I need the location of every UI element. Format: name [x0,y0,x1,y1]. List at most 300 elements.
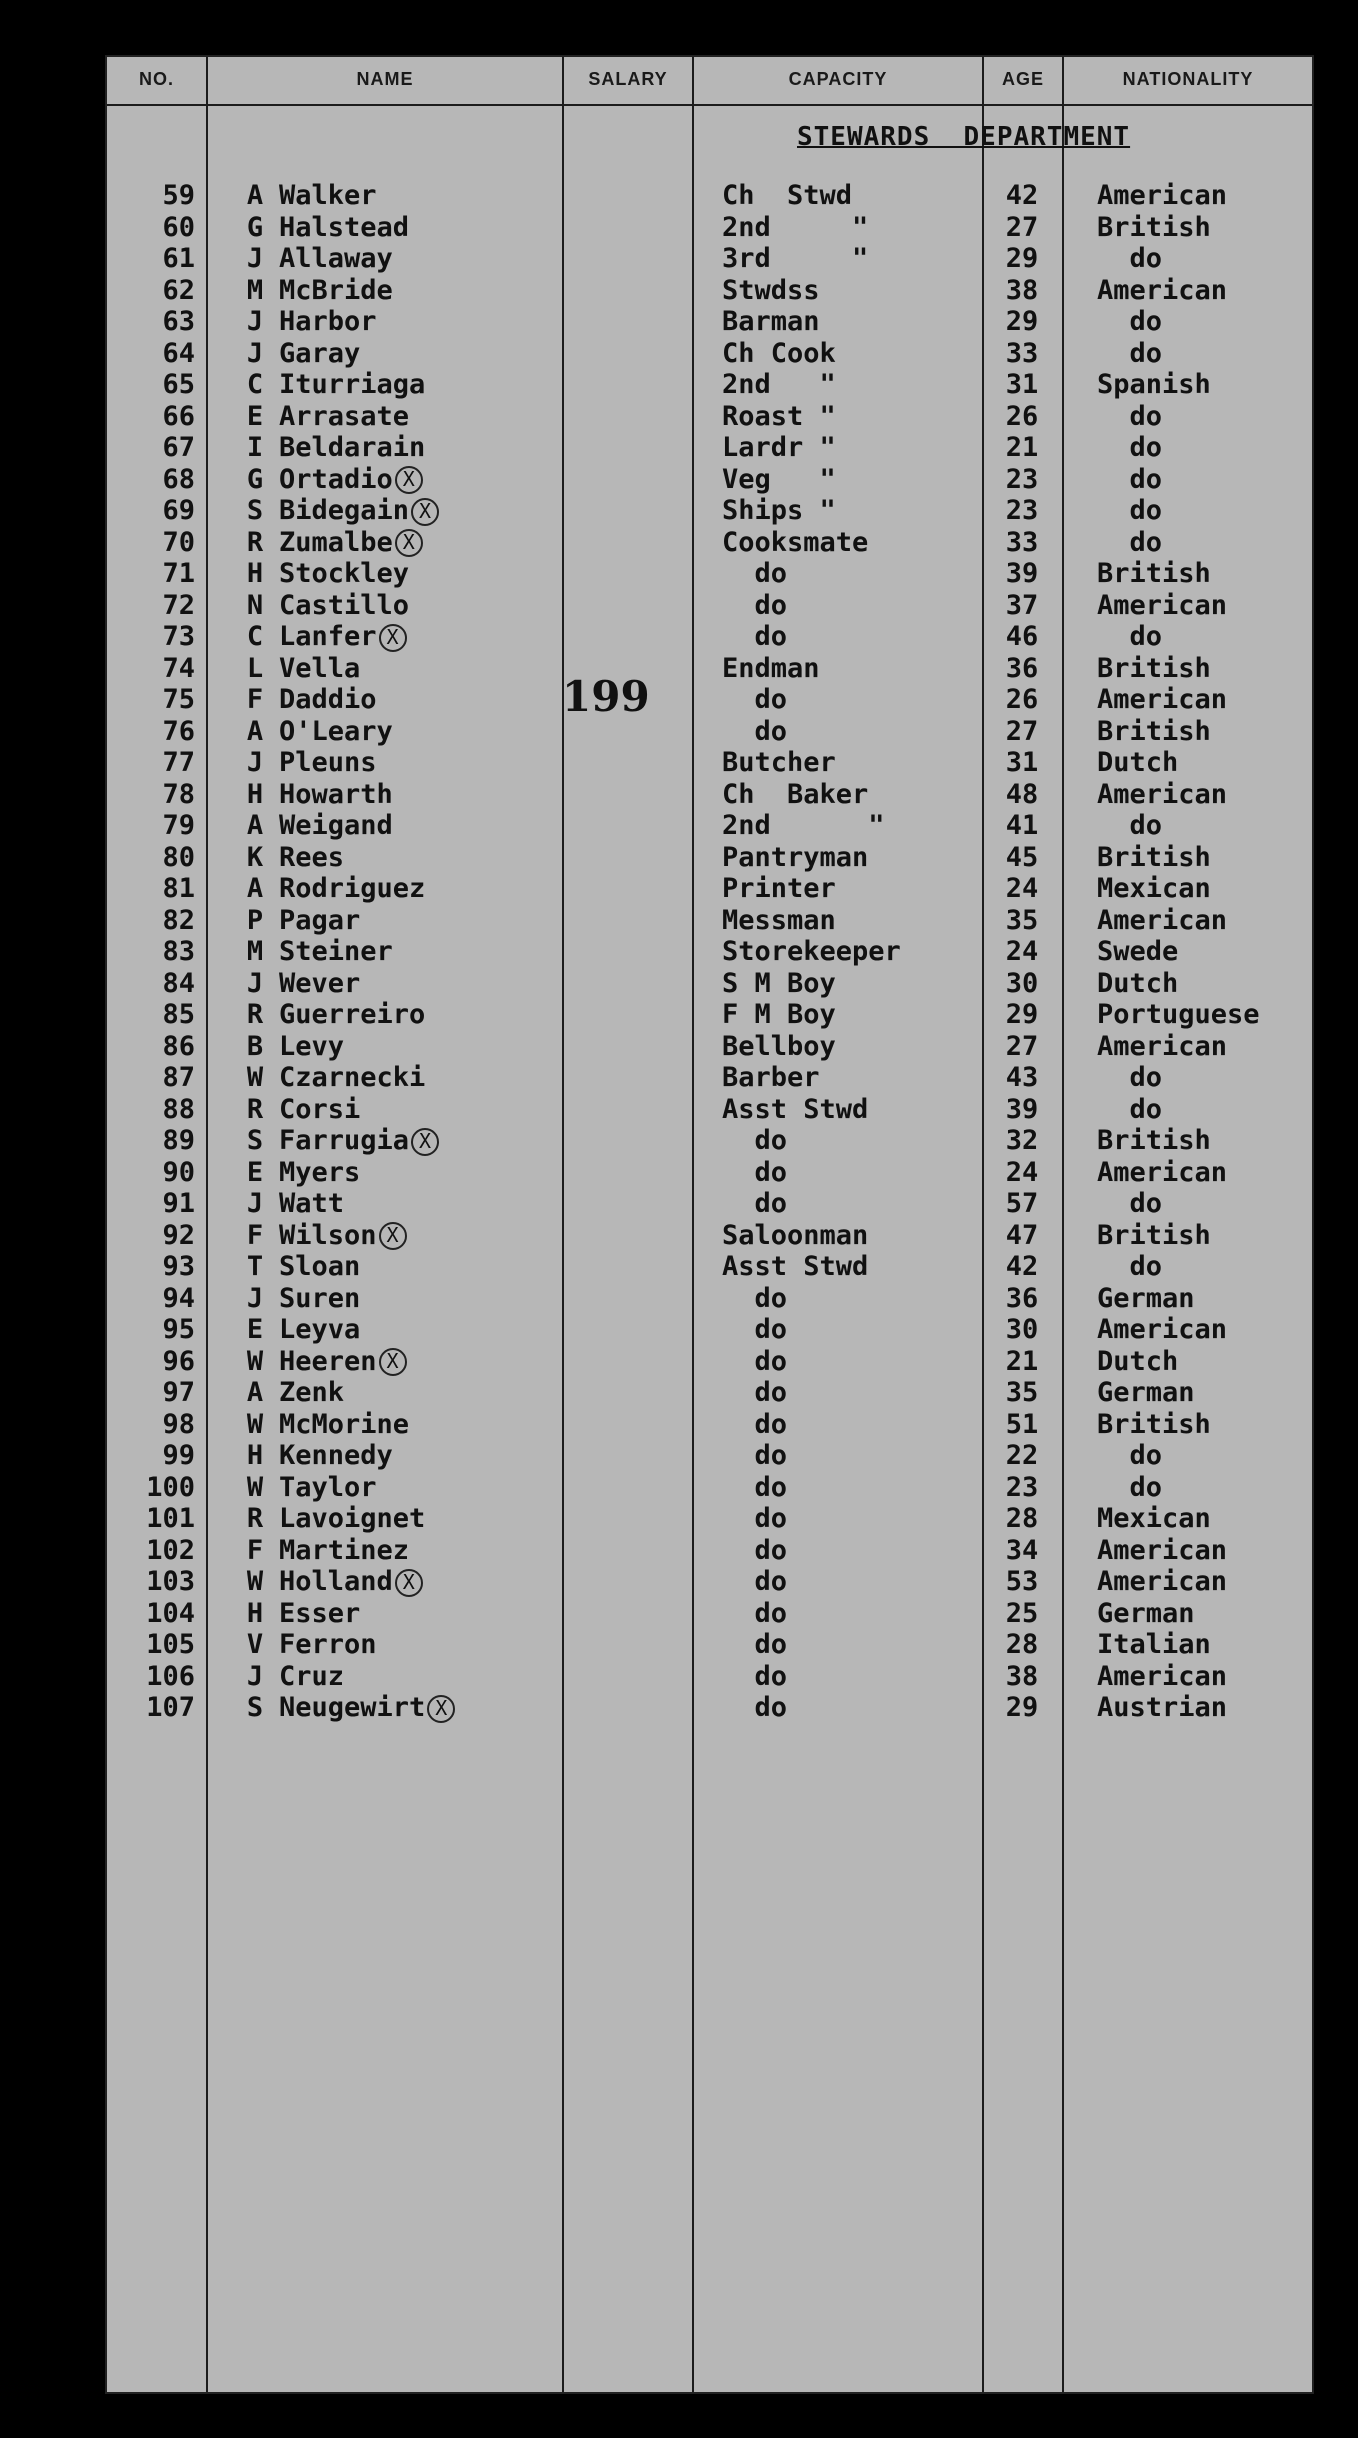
row-number: 87 [162,1062,195,1093]
row-initial: M [246,936,264,967]
row-nationality: do [1097,1471,1163,1503]
row-age: 22 [1005,1440,1039,1471]
header-no: NO. [138,69,174,89]
department-title-text: STEWARDS DEPARTMENT [797,122,1131,152]
row-initial: H [246,1597,264,1629]
row-age: 38 [1005,274,1039,306]
row-number: 62 [162,274,195,306]
row-age: 38 [1005,1660,1039,1692]
row-number: 101 [146,1503,195,1534]
row-age: 31 [1005,369,1039,400]
table-row [107,1251,1312,1283]
row-surname: Ferron [279,1629,377,1660]
row-surname: Leyva [279,1314,361,1345]
row-initial: L [246,652,264,684]
row-number: 70 [162,526,195,558]
row-capacity: Lardr " [722,432,836,463]
row-surname-wrapper [279,464,423,496]
row-number: 106 [146,1660,195,1692]
row-surname: Kennedy [279,1440,393,1471]
table-row [107,1409,1312,1441]
row-capacity: do [722,1188,788,1219]
table-row [107,180,1312,212]
row-surname: Iturriaga [279,369,426,400]
table-row [107,716,1312,748]
row-nationality: American [1097,1030,1228,1062]
row-initial: M [246,274,264,306]
row-surname: Bidegain [279,495,410,526]
circled-x-mark-icon: X [395,1569,423,1597]
row-surname: Steiner [279,936,393,967]
row-age: 26 [1005,684,1039,715]
row-nationality: do [1097,495,1163,526]
row-surname: Daddio [279,684,377,715]
table-row [107,527,1312,559]
row-nationality: American [1097,1660,1228,1692]
row-number: 96 [162,1345,195,1377]
row-age: 42 [1005,180,1039,211]
row-capacity: Storekeeper [722,936,901,967]
row-nationality: German [1097,1282,1195,1314]
row-initial: J [246,306,264,337]
header-age: AGE [1001,69,1044,89]
row-age: 51 [1005,1408,1039,1440]
row-nationality: Italian [1097,1629,1211,1660]
row-initial: A [246,810,264,841]
row-nationality: American [1097,778,1228,810]
row-surname: Garay [279,337,361,369]
row-capacity: do [722,1597,788,1629]
row-age: 39 [1005,558,1039,589]
row-capacity: Butcher [722,747,836,778]
table-row [107,243,1312,275]
header-name: NAME [356,69,414,89]
row-capacity: do [722,1156,788,1188]
row-nationality: American [1097,1156,1228,1188]
row-nationality: do [1097,1188,1163,1219]
row-nationality: American [1097,684,1228,715]
row-nationality: British [1097,211,1211,243]
manifest-page [105,55,1314,2394]
row-surname: Weigand [279,810,393,841]
row-age: 57 [1005,1188,1039,1219]
row-capacity: Printer [722,873,836,904]
row-age: 29 [1005,1692,1039,1723]
row-surname: Watt [279,1188,345,1219]
row-number: 94 [162,1282,195,1314]
row-surname-wrapper [279,1346,407,1378]
row-initial: G [246,211,264,243]
circled-x-mark-icon: X [395,529,423,557]
row-initial: E [246,1314,264,1345]
row-number: 98 [162,1408,195,1440]
row-surname: Levy [279,1030,345,1062]
row-nationality: do [1097,243,1163,274]
table-row [107,1503,1312,1535]
row-number: 107 [146,1692,195,1723]
row-nationality: do [1097,810,1163,841]
row-age: 39 [1005,1093,1039,1125]
table-row [107,495,1312,527]
row-initial: B [246,1030,264,1062]
row-age: 27 [1005,1030,1039,1062]
row-capacity: 2nd " [722,810,885,841]
row-surname: Wever [279,967,361,999]
row-number: 82 [162,904,195,936]
row-capacity: do [722,1566,788,1597]
header-capacity: CAPACITY [788,69,888,89]
row-nationality: do [1097,1062,1163,1093]
row-nationality: British [1097,558,1211,589]
table-row [107,1031,1312,1063]
row-surname: Vella [279,652,361,684]
row-number: 93 [162,1251,195,1282]
row-surname: Allaway [279,243,393,274]
row-initial: A [246,873,264,904]
row-initial: R [246,1503,264,1534]
row-age: 42 [1005,1251,1039,1282]
row-initial: F [246,684,264,715]
row-number: 89 [162,1125,195,1156]
circled-x-mark-icon: X [395,466,423,494]
row-surname: Holland [279,1566,393,1597]
row-initial: S [246,1125,264,1156]
row-nationality: do [1097,400,1163,432]
row-nationality: Dutch [1097,747,1179,778]
row-capacity: Cooksmate [722,526,869,558]
table-row [107,1188,1312,1220]
row-initial: K [246,841,264,873]
row-age: 23 [1005,1471,1039,1503]
row-surname: Esser [279,1597,361,1629]
row-nationality: do [1097,432,1163,463]
row-age: 21 [1005,432,1039,463]
row-capacity: Asst Stwd [722,1093,869,1125]
table-row [107,338,1312,370]
table-row [107,1283,1312,1315]
header-salary: SALARY [588,69,668,89]
circled-x-mark-icon: X [379,1348,407,1376]
row-surname-wrapper [279,1125,439,1157]
table-row [107,1125,1312,1157]
row-initial: A [246,1377,264,1408]
row-number: 67 [162,432,195,463]
row-age: 29 [1005,306,1039,337]
row-nationality: American [1097,180,1228,211]
row-initial: H [246,1440,264,1471]
row-nationality: Dutch [1097,967,1179,999]
row-capacity: do [722,1440,788,1471]
row-initial: A [246,715,264,747]
row-age: 30 [1005,1314,1039,1345]
row-initial: J [246,967,264,999]
row-surname-wrapper [279,495,439,527]
table-row [107,212,1312,244]
row-nationality: British [1097,652,1211,684]
row-number: 80 [162,841,195,873]
table-row [107,968,1312,1000]
table-row [107,653,1312,685]
row-age: 41 [1005,810,1039,841]
row-initial: N [246,589,264,621]
row-surname: Zumalbe [279,526,393,558]
table-row [107,1661,1312,1693]
row-age: 35 [1005,1377,1039,1408]
row-initial: J [246,243,264,274]
row-initial: A [246,180,264,211]
table-row [107,1062,1312,1094]
row-nationality: British [1097,1219,1211,1251]
row-nationality: Mexican [1097,873,1211,904]
row-nationality: do [1097,463,1163,495]
row-initial: H [246,778,264,810]
row-number: 102 [146,1534,195,1566]
row-surname: Arrasate [279,400,410,432]
row-surname: Farrugia [279,1125,410,1156]
row-age: 43 [1005,1062,1039,1093]
row-number: 60 [162,211,195,243]
circled-x-mark-icon: X [379,624,407,652]
row-capacity: do [722,715,788,747]
row-capacity: Saloonman [722,1219,869,1251]
table-row [107,747,1312,779]
row-capacity: do [722,1345,788,1377]
row-nationality: do [1097,1440,1163,1471]
table-row [107,1157,1312,1189]
row-number: 105 [146,1629,195,1660]
row-initial: E [246,400,264,432]
row-surname: Pagar [279,904,361,936]
row-number: 66 [162,400,195,432]
row-number: 76 [162,715,195,747]
row-nationality: British [1097,715,1211,747]
row-age: 53 [1005,1566,1039,1597]
row-initial: T [246,1251,264,1282]
row-capacity: Barber [722,1062,820,1093]
row-capacity: do [722,1629,788,1660]
row-age: 29 [1005,999,1039,1030]
row-age: 24 [1005,873,1039,904]
table-row [107,1440,1312,1472]
row-number: 63 [162,306,195,337]
row-age: 33 [1005,337,1039,369]
table-row [107,1377,1312,1409]
row-number: 85 [162,999,195,1030]
table-row [107,401,1312,433]
row-surname: O'Leary [279,715,393,747]
row-number: 99 [162,1440,195,1471]
row-surname: Guerreiro [279,999,426,1030]
row-nationality: Spanish [1097,369,1211,400]
table-row [107,1692,1312,1724]
row-capacity: Ch Baker [722,778,869,810]
row-age: 33 [1005,526,1039,558]
row-surname: Zenk [279,1377,345,1408]
row-initial: C [246,621,264,652]
row-initial: F [246,1219,264,1251]
row-surname: Suren [279,1282,361,1314]
row-number: 61 [162,243,195,274]
row-capacity: Ships " [722,495,836,526]
row-surname: Beldarain [279,432,426,463]
row-surname: McMorine [279,1408,410,1440]
row-capacity: do [722,558,788,589]
row-age: 29 [1005,243,1039,274]
table-row [107,905,1312,937]
row-initial: R [246,1093,264,1125]
row-surname: Martinez [279,1534,410,1566]
row-nationality: do [1097,621,1163,652]
row-surname: Taylor [279,1471,377,1503]
row-capacity: Roast " [722,400,836,432]
row-age: 28 [1005,1503,1039,1534]
row-initial: S [246,495,264,526]
row-initial: W [246,1062,264,1093]
row-initial: W [246,1471,264,1503]
row-capacity: do [722,1282,788,1314]
row-surname: Myers [279,1156,361,1188]
row-initial: S [246,1692,264,1723]
row-surname: Stockley [279,558,410,589]
row-nationality: American [1097,1314,1228,1345]
table-row [107,810,1312,842]
row-initial: J [246,1660,264,1692]
row-capacity: S M Boy [722,967,836,999]
table-row [107,936,1312,968]
row-surname: Cruz [279,1660,345,1692]
row-number: 97 [162,1377,195,1408]
row-surname: Wilson [279,1219,377,1251]
row-initial: I [246,432,264,463]
department-title [797,122,1317,162]
circled-x-mark-icon: X [379,1222,407,1250]
row-age: 26 [1005,400,1039,432]
row-age: 47 [1005,1219,1039,1251]
row-capacity: do [722,1408,788,1440]
row-capacity: Messman [722,904,836,936]
row-capacity: do [722,1125,788,1156]
table-row [107,1346,1312,1378]
row-capacity: 2nd " [722,211,869,243]
row-nationality: American [1097,904,1228,936]
row-capacity: do [722,1377,788,1408]
row-number: 64 [162,337,195,369]
row-number: 74 [162,652,195,684]
row-nationality: British [1097,1408,1211,1440]
row-initial: R [246,526,264,558]
table-row [107,1314,1312,1346]
row-age: 23 [1005,463,1039,495]
row-nationality: German [1097,1377,1195,1408]
row-initial: W [246,1566,264,1597]
row-initial: V [246,1629,264,1660]
row-nationality: American [1097,1534,1228,1566]
row-number: 78 [162,778,195,810]
row-nationality: do [1097,1251,1163,1282]
row-surname: Howarth [279,778,393,810]
row-nationality: Dutch [1097,1345,1179,1377]
row-number: 72 [162,589,195,621]
row-capacity: do [722,684,788,715]
row-age: 25 [1005,1597,1039,1629]
row-number: 84 [162,967,195,999]
row-age: 48 [1005,778,1039,810]
row-capacity: Barman [722,306,820,337]
row-surname: Lanfer [279,621,377,652]
header-nationality: NATIONALITY [1122,69,1254,89]
row-surname: Harbor [279,306,377,337]
row-surname: Castillo [279,589,410,621]
row-number: 88 [162,1093,195,1125]
row-capacity: Pantryman [722,841,869,873]
row-initial: J [246,747,264,778]
row-age: 36 [1005,652,1039,684]
row-surname: Lavoignet [279,1503,426,1534]
row-number: 68 [162,463,195,495]
row-surname: Ortadio [279,463,393,495]
row-number: 100 [146,1471,195,1503]
row-capacity: F M Boy [722,999,836,1030]
row-number: 77 [162,747,195,778]
row-number: 83 [162,936,195,967]
header-rule [107,104,1312,106]
table-row [107,684,1312,716]
row-nationality: American [1097,1566,1228,1597]
row-initial: W [246,1408,264,1440]
row-age: 24 [1005,936,1039,967]
row-age: 27 [1005,715,1039,747]
row-capacity: do [722,1660,788,1692]
table-row [107,558,1312,590]
table-row [107,1094,1312,1126]
row-age: 46 [1005,621,1039,652]
row-number: 104 [146,1597,195,1629]
row-age: 37 [1005,589,1039,621]
circled-x-mark-icon: X [411,498,439,526]
table-row [107,1535,1312,1567]
row-surname: Rodriguez [279,873,426,904]
row-number: 71 [162,558,195,589]
row-initial: R [246,999,264,1030]
row-capacity: Ch Stwd [722,180,853,211]
row-number: 103 [146,1566,195,1597]
row-surname: Sloan [279,1251,361,1282]
row-surname-wrapper [279,1220,407,1252]
row-nationality: Portuguese [1097,999,1260,1030]
row-nationality: do [1097,1093,1163,1125]
row-capacity: 2nd " [722,369,836,400]
row-number: 81 [162,873,195,904]
row-initial: P [246,904,264,936]
table-row [107,1566,1312,1598]
row-capacity: Endman [722,652,820,684]
table-row [107,306,1312,338]
row-nationality: do [1097,526,1163,558]
row-surname: Neugewirt [279,1692,426,1723]
crew-list [107,180,1312,1724]
row-capacity: do [722,1692,788,1723]
row-age: 31 [1005,747,1039,778]
table-row [107,1472,1312,1504]
table-row [107,873,1312,905]
row-nationality: American [1097,274,1228,306]
row-surname: Halstead [279,211,410,243]
row-initial: C [246,369,264,400]
row-surname-wrapper [279,527,423,559]
row-surname-wrapper [279,1566,423,1598]
row-nationality: Mexican [1097,1503,1211,1534]
circled-x-mark-icon: X [427,1695,455,1723]
